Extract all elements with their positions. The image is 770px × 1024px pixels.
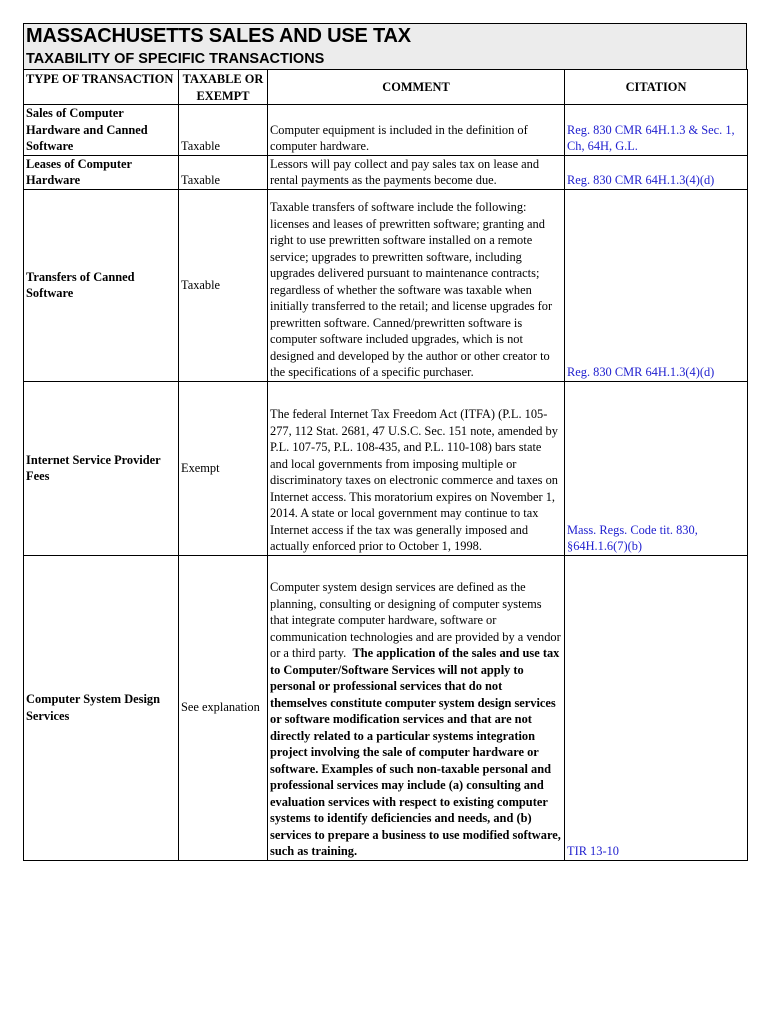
tax-document	[23, 23, 747, 861]
table-row	[24, 105, 748, 156]
comment-text	[268, 555, 565, 860]
column-header-comment: COMMENT	[268, 70, 565, 105]
comment-text: Computer equipment is included in the definition of computer hardware.	[268, 105, 565, 156]
column-header-citation: CITATION	[565, 70, 748, 105]
transaction-type: Sales of Computer Hardware and Canned Software	[24, 105, 179, 156]
taxable-status: Taxable	[179, 105, 268, 156]
taxable-status: See explanation	[179, 555, 268, 860]
citation-link[interactable]: Reg. 830 CMR 64H.1.3 & Sec. 1, Ch, 64H, G.L.	[565, 105, 748, 156]
page-subtitle: TAXABILITY OF SPECIFIC TRANSACTIONS	[26, 51, 325, 67]
transaction-type: Computer System Design Services	[24, 555, 179, 860]
column-header-taxable: TAXABLE OR EXEMPT	[179, 70, 268, 105]
comment-plain: Computer system design services are defined as the planning, consulting or designing of computer systems that integrate computer hardware, software or communication technologies and are provided by a vendor or a third party.	[270, 580, 561, 660]
citation-link[interactable]: TIR 13-10	[565, 555, 748, 860]
comment-text: Taxable transfers of software include the following: licenses and leases of prewritten software; granting and right to use prewritten software installed on a remote service; upgrades to prewritten software, including upgrades delivered pursuant to maintenance contracts; regardless of whether the software was taxable when initially transferred to the retail; and license upgrades for prewritten software. Canned/prewritten software is computer software included upgrades, which is not designed and developed by the author or other creator to the specifications of a specific purchaser.	[268, 189, 565, 381]
table-row	[24, 189, 748, 381]
taxable-status: Exempt	[179, 381, 268, 555]
taxable-status: Taxable	[179, 189, 268, 381]
comment-bold: The application of the sales and use tax to Computer/Software Services will not apply to personal or professional services that do not themselves constitute computer system design services or software modification services and that are not directly related to a particular systems integration project involving the sale of computer hardware or software. Examples of such non-taxable personal and professional services may include (a) consulting and evaluation services with respect to existing computer systems to identify deficiencies and needs, and (b) services to prepare a business to use modified software, such as training.	[270, 646, 561, 858]
table-row	[24, 155, 748, 189]
table-row	[24, 381, 748, 555]
taxable-status: Taxable	[179, 155, 268, 189]
comment-text: Lessors will pay collect and pay sales tax on lease and rental payments as the payments become due.	[268, 155, 565, 189]
table-row	[24, 555, 748, 860]
taxability-table	[23, 69, 748, 861]
transaction-type: Leases of Computer Hardware	[24, 155, 179, 189]
document-header	[23, 23, 747, 69]
citation-link[interactable]: Mass. Regs. Code tit. 830, §64H.1.6(7)(b)	[565, 381, 748, 555]
transaction-type: Internet Service Provider Fees	[24, 381, 179, 555]
column-header-type: TYPE OF TRANSACTION	[24, 70, 179, 105]
citation-link[interactable]: Reg. 830 CMR 64H.1.3(4)(d)	[565, 189, 748, 381]
comment-text: The federal Internet Tax Freedom Act (ITFA) (P.L. 105-277, 112 Stat. 2681, 47 U.S.C. Sec. 151 note, amended by P.L. 107-75, P.L. 108-435, and P.L. 110-108) bars state and local governments from imposing multiple or discriminatory taxes on electronic commerce and taxes on Internet access. This moratorium expires on November 1, 2014. A state or local government may continue to tax Internet access if the tax was generally imposed and actually enforced prior to October 1, 1998.	[268, 381, 565, 555]
transaction-type: Transfers of Canned Software	[24, 189, 179, 381]
page-title: MASSACHUSETTS SALES AND USE TAX	[26, 25, 411, 47]
citation-link[interactable]: Reg. 830 CMR 64H.1.3(4)(d)	[565, 155, 748, 189]
